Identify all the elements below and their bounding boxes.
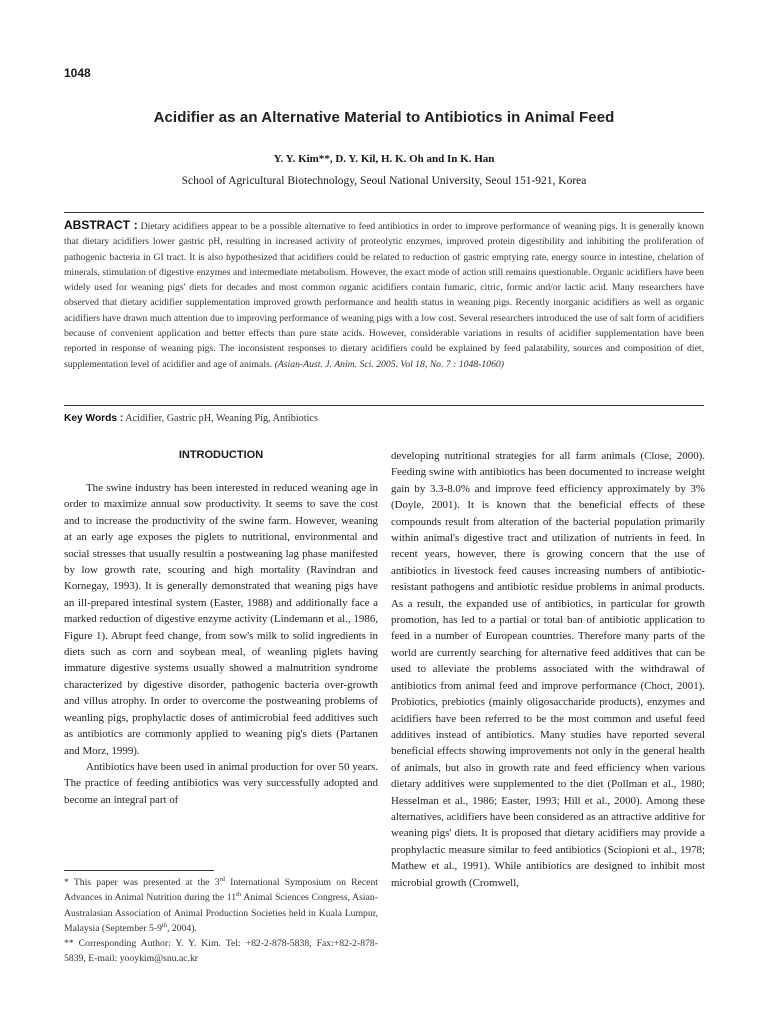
intro-paragraph-1: The swine industry has been interested in reduced weaning age in order to maximize annual sow productivity. It seems to save the cost and to increase the productivity of the swine farm. However, weaning at an early age exposes the piglets to nutritional, environmental and social stresses that usually resultin a postweaning lag phase manifested by low growth rate, scouring and high mortality (Ravindran and Kornegay, 1993). It is generally demonstrated that weaning pigs have an ill-prepared intestinal system (Easter, 1988) and additionally face a marked reduction of digestive enzyme activity (Lindemann et al., 1986, Figure 1). Abrupt feed change, from sow's milk to solid ingredients in diets such as corn and soybean meal, of weanling piglets having immature digestive systems usually showed a malnutrition syndrome characterized by digestive disorder, pathogenic bacteria over-growth and villus atrophy. In order to overcome the postweaning problems of weanling pigs, prophylactic doses of antimicrobial feed additives such as antibiotics are commonly applied to weaning pig's diets (Partanen and Morz, 1999). [64, 482, 378, 757]
keywords-heading: Key Words : [64, 413, 124, 424]
keywords [64, 413, 704, 424]
footnote-1: * This paper was presented at the 3rd International Symposium on Recent Advances in Animal Nutrition during the 11th Animal Sciences Congress, Asian-Australasian Association of Animal Production Societies held in Kuala Lumpur, Malaysia (September 5-9th, 2004). [64, 875, 378, 934]
abstract-citation: (Asian-Aust. J. Anim. Sci. 2005. Vol 18, No. 7 : 1048-1060) [274, 358, 504, 370]
footnote-2: ** Corresponding Author: Y. Y. Kim. Tel: +82-2-878-5838, Fax:+82-2-878-5839, E-mail: yooykim@snu.ac.kr [64, 938, 378, 965]
affiliation: School of Agricultural Biotechnology, Seoul National University, Seoul 151-921, Korea [181, 175, 587, 187]
footnote-rule [64, 870, 214, 871]
left-column [64, 480, 378, 808]
author-list: Y. Y. Kim**, D. Y. Kil, H. K. Oh and In K. Han [273, 153, 495, 165]
page-number: 1048 [64, 66, 91, 80]
keywords-text: Acidifier, Gastric pH, Weaning Pig, Antibiotics [125, 413, 318, 424]
intro-paragraph-2: Antibiotics have been used in animal production for over 50 years. The practice of feeding antibiotics was very successfully adopted and become an integral part of [64, 760, 378, 806]
right-column [391, 448, 705, 891]
abstract-heading: ABSTRACT : [64, 218, 138, 232]
abstract-text: Dietary acidifiers appear to be a possible alternative to feed antibiotics in order to improve performance of weaning pigs. It is generally known that dietary acidifiers lower gastric pH, resulting in increased activity of proteolytic enzymes, improved protein digestibility and inhibiting the proliferation of pathogenic bacteria in GI tract. It is also hypothesized that acidifiers could be related to reduction of gastric emptying rate, energy source in intestine, chelation of minerals, stimulation of digestive enzymes and intermediate metabolism. However, the exact mode of action still remains questionable. Organic acidifiers have been widely used for weaning pigs' diets for decades and most common organic acidifiers contain fumaric, citric, formic and/or lactic acid. Many researchers have observed that dietary acidifier supplementation improved growth performance and health status in weaning pigs. Recently inorganic acidifiers as well as organic acidifiers have drawn much attention due to improving performance of weaning pigs with a low cost. Several researchers introduced the use of salt form of acidifiers because of convenient application and better effects than pure state acids. However, considerable variations in results of acidifier supplementation have been reported in response of weaning pigs. The inconsistent responses to dietary acidifiers could be explained by feed palatability, sources and composition of diet, supplementation level of acidifier and age of animals. [64, 221, 705, 370]
paper-title: Acidifier as an Alternative Material to Antibiotics in Animal Feed [153, 109, 615, 126]
footnotes [64, 875, 378, 967]
abstract-top-rule [64, 212, 704, 213]
abstract-bottom-rule [64, 405, 704, 406]
intro-continued: developing nutritional strategies for all farm animals (Close, 2000). Feeding swine with antibiotics has been documented to increase weight gain by 3.3-8.0% and improve feed efficiency approximately by 3% (Doyle, 2001). It is known that the beneficial effects of these compounds result from alteration of the bacterial population primarily within animal's digestive tract and utilization of nutrients in feed. In recent years, however, there is growing concern that the use of antibiotics in livestock feed causes increasing numbers of antibiotic-resistant pathogens and antibiotic residue problems in animal products. As a result, the expanded use of antibiotics, in particular for growth promotion, has led to a partial or total ban of antibiotic application to feed in a number of European countries. Therefore many parts of the world are currently searching for alternative feed additives that can be used to alleviate the problems associated with the withdrawal of antibiotics from animal feed and improve performance (Choct, 2001). Probiotics, prebiotics (mainly oligosaccharide products), enzymes and acidifiers have been referred to be the most common and useful feed additives instead of antibiotics. Many studies have reported several beneficial effects showing improvements not only in the general health of animals, but also in growth rate and feed efficiency when various dietary additives were supplemented to the diet (Pollman et al., 1980; Hesselman et al., 1986; Easter, 1993; Hill et al., 2000). Among these alternatives, acidifiers have been considered as an attractive additive for weaning pigs' diets. It is proposed that dietary acidifiers may provide a prophylactic measure similar to feed antibiotics (Sciopioni et al., 1978; Mathew et al., 1991). While antibiotics are designed to inhibit most microbial growth (Cromwell, [391, 450, 705, 889]
abstract [64, 218, 704, 372]
introduction-heading: INTRODUCTION [178, 449, 264, 461]
